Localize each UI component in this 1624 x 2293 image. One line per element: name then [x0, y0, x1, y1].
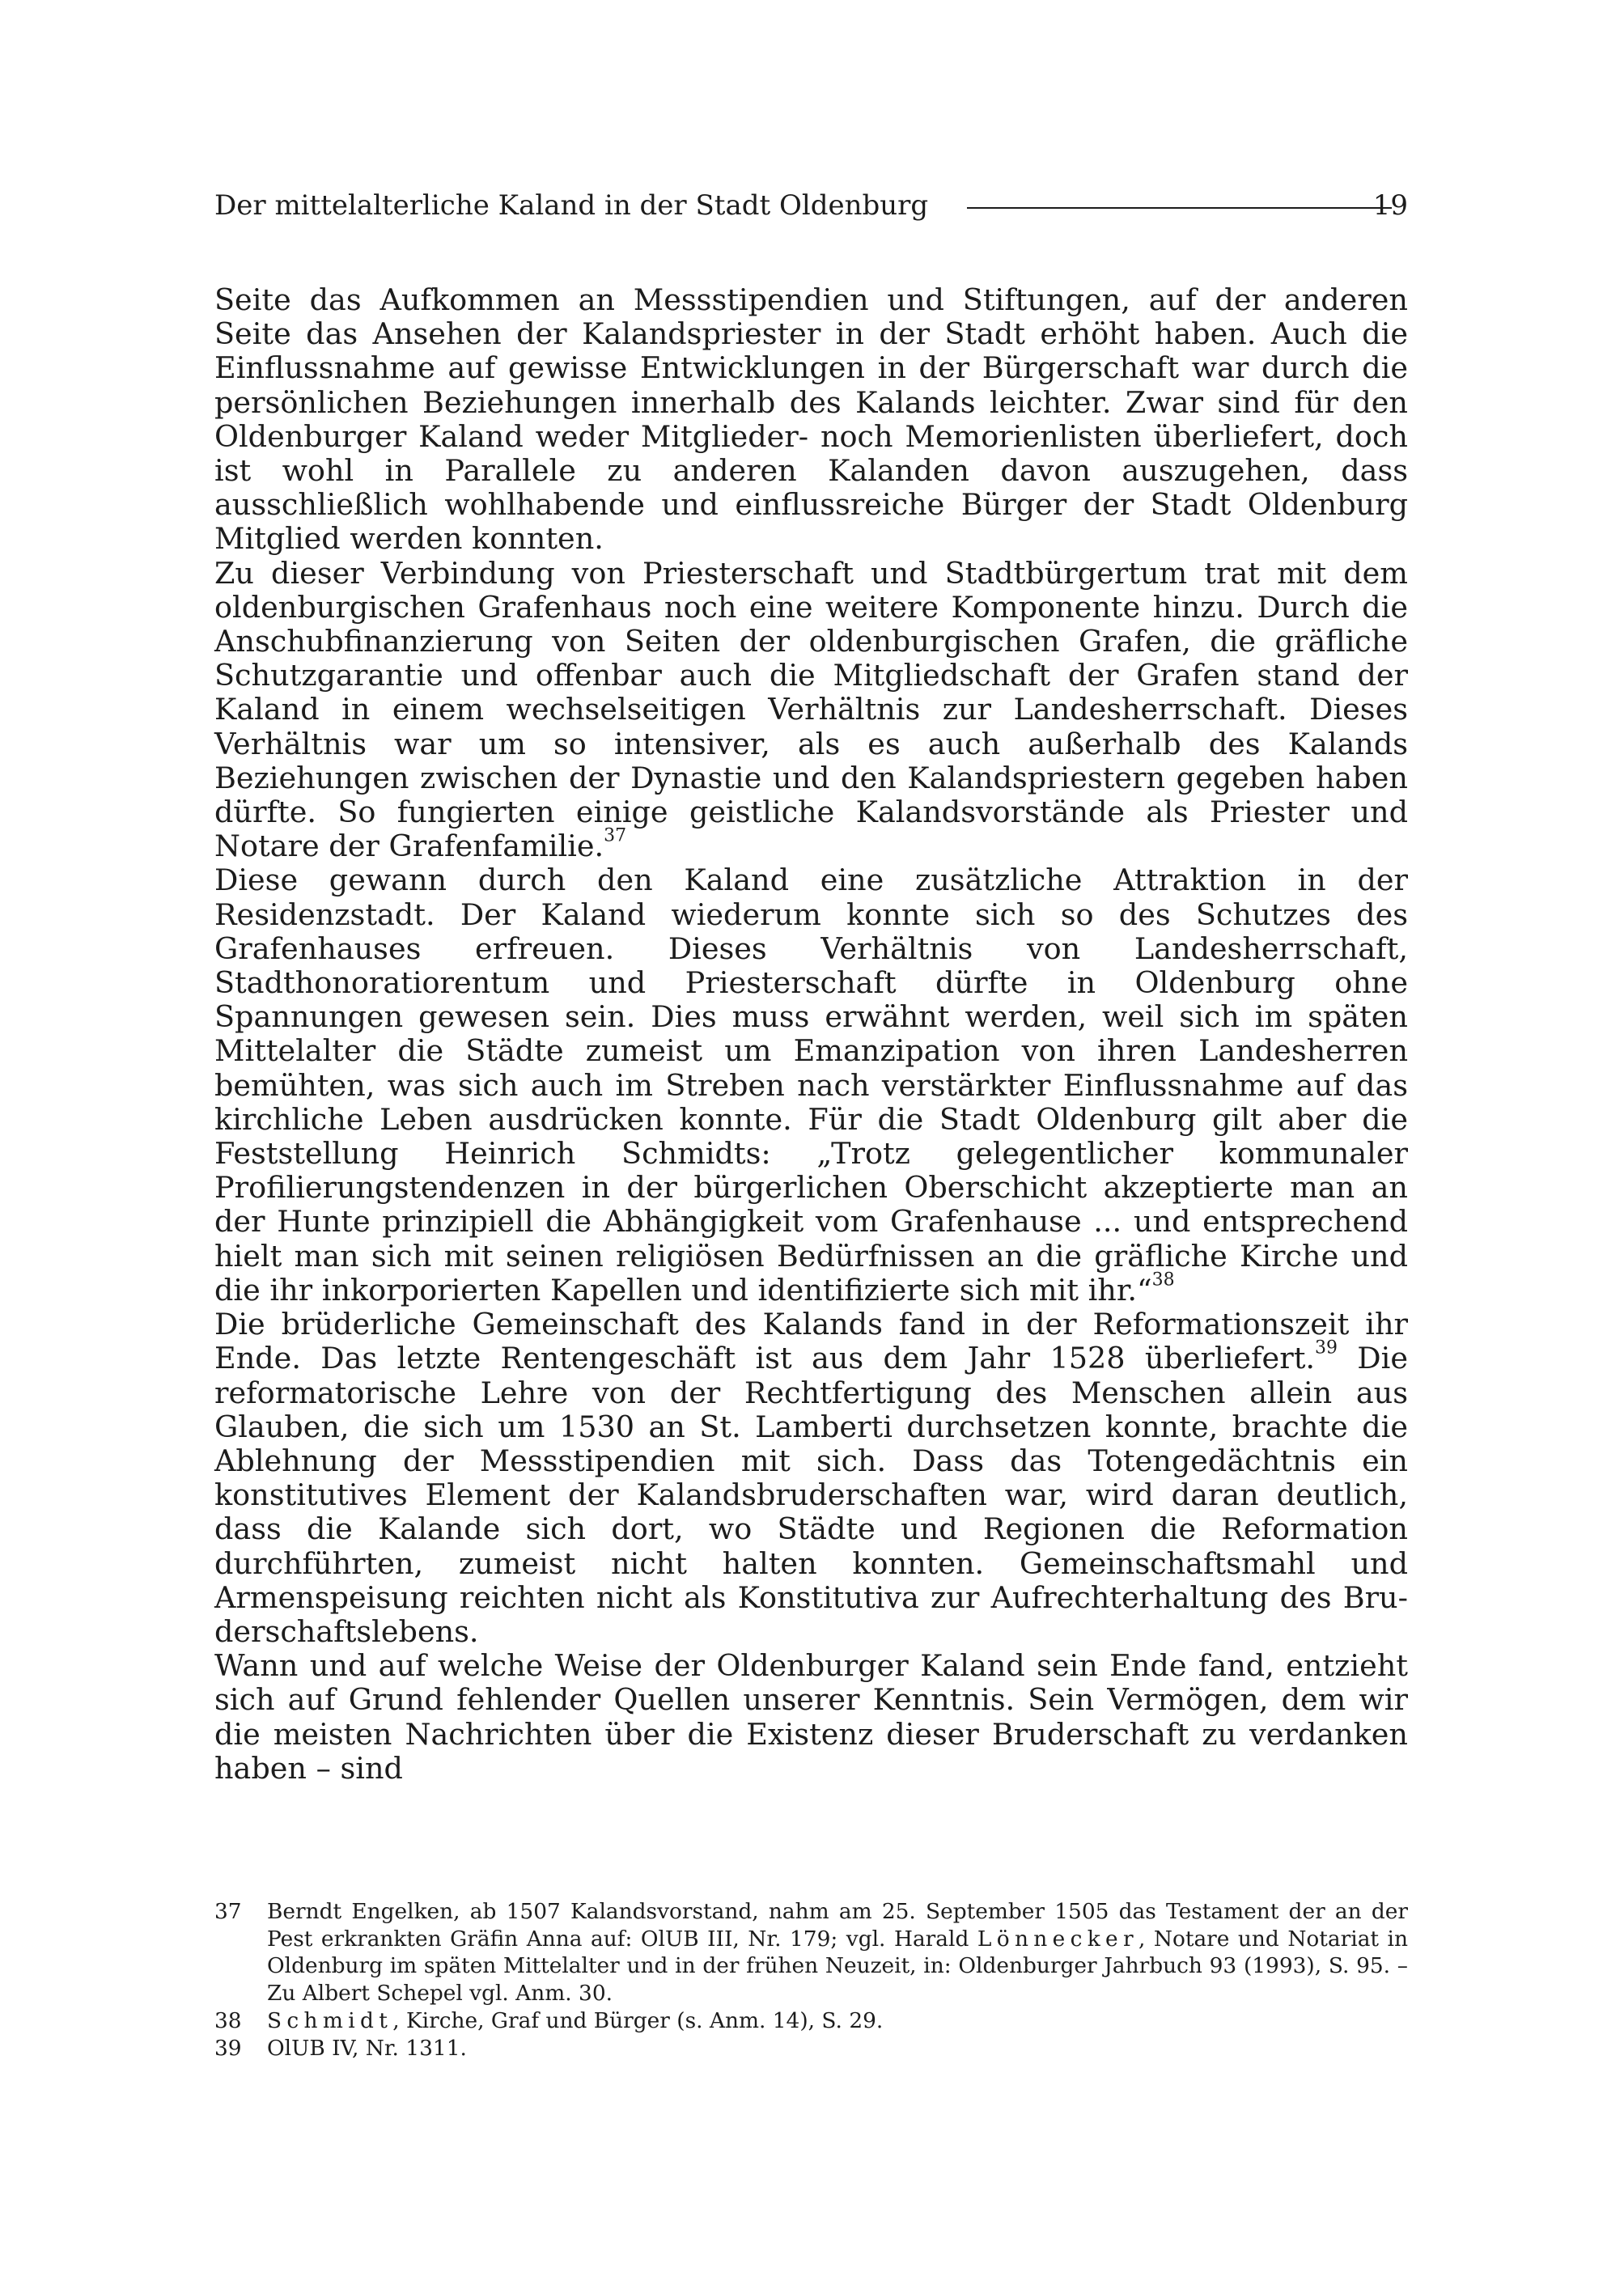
- footnote-37: [214, 1898, 1408, 2007]
- page-number: 19: [1372, 189, 1408, 222]
- footnote-text: [267, 2007, 1408, 2035]
- paragraph-text: Die brüderliche Gemeinschaft des Kalands fand in der Reformationszeit ihr Ende. Das letzte Rentengeschäft ist aus dem Jahr 1528 überliefert.: [214, 1307, 1408, 1376]
- paragraph-text: Diese gewann durch den Kaland eine zusätzliche Attraktion in der Residenzstadt. Der Kaland wiederum konnte sich so des Schutzes des Grafenhauses erfreuen. Dieses Verhältnis von Landesherrschaft, Stadthonoratiorentum und Priesterschaft dürfte in Oldenburg ohne Spannungen gewesen sein. Dies muss erwähnt werden, weil sich im späten Mittelalter die Städte zumeist um Emanzipation von ihren Landesherren bemühten, was sich auch im Streben nach verstärkter Einflussnahme auf das kirchliche Leben ausdrücken konnte. Für die Stadt Oldenburg gilt aber die Feststellung Heinrich Schmidts: „Trotz gelegentlicher kommunaler Profilierungstendenzen in der bürgerlichen Oberschicht akzeptierte man an der Hunte prinzipiell die Abhängigkeit vom Grafenhause ... und entsprechend hielt man sich mit seinen religiösen Bedürfnissen an die gräfliche Kirche und die ihr inkorporierten Kapellen und identifizierte sich mit ihr.“: [214, 863, 1408, 1308]
- footnote-text-part: Berndt Engelken, ab 1507 Kalandsvorstand, nahm am 25. September 1505 das Testament der an der Pest erkrankten Gräfin Anna auf: OlUB III, Nr. 179; vgl. Harald: [267, 1899, 1408, 1952]
- footnote-number: 39: [214, 2035, 242, 2061]
- paragraph: [214, 863, 1408, 1308]
- running-header: [214, 184, 1408, 227]
- footnote-text-part: , Notare und Notariat in Oldenburg im späten Mittelalter und in der frühen Neuzeit, in: Oldenburger Jahrbuch 93 (1993), S. 95. – Zu Albert Schepel vgl. Anm. 30.: [267, 1926, 1408, 2007]
- header-rule: [967, 207, 1392, 209]
- body-text: [214, 283, 1408, 1786]
- paragraph-text: Die reformatorische Lehre von der Rechtfertigung des Menschen allein aus Glauben, die sich um 1530 an St. Lamberti durchsetzen konnte, brachte die Ablehnung der Messstipendien mit sich. Dass das Totengedächtnis ein konstitutives Element der Kalandsbruderschaften war, wird daran deutlich, dass die Kalande sich dort, wo Städte und Regionen die Reformation durchführten, zumeist nicht halten konnten. Gemeinschaftsmahl und Armenspeisung reichten nicht als Konstitutiva zur Aufrechterhaltung des Bruderschaftslebens.: [214, 1341, 1408, 1649]
- footnote-reference: 39: [1315, 1337, 1338, 1358]
- footnotes: [214, 1898, 1408, 2062]
- paragraph: Wann und auf welche Weise der Oldenburger Kaland sein Ende fand, entzieht sich auf Grund fehlender Quellen unserer Kenntnis. Sein Vermögen, dem wir die meisten Nachrichten über die Existenz dieser Bruderschaft zu verdanken haben – sind: [214, 1648, 1408, 1786]
- paragraph-text: Zu dieser Verbindung von Priesterschaft und Stadtbürgertum trat mit dem oldenburgischen Grafenhaus noch eine weitere Komponente hinzu. Durch die Anschubfinanzierung von Seiten der oldenburgischen Grafen, die gräfliche Schutzgarantie und offenbar auch die Mitgliedschaft der Grafen stand der Kaland in einem wechselseitigen Verhältnis zur Landesherrschaft. Dieses Verhältnis war um so intensiver, als es auch außerhalb des Kalands Beziehungen zwischen der Dynastie und den Kalandspriestern gegeben haben dürfte. So fungierten einige geistliche Kalandsvorstände als Priester und Notare der Grafenfamilie.: [214, 555, 1408, 864]
- footnote-39: [214, 2035, 1408, 2062]
- paragraph: [214, 557, 1408, 864]
- footnote-number: 37: [214, 1899, 242, 1924]
- footnote-reference: 38: [1151, 1269, 1175, 1291]
- footnote-text: OlUB IV, Nr. 1311.: [267, 2035, 467, 2061]
- footnote-reference: 37: [604, 825, 627, 846]
- running-title: Der mittelalterliche Kaland in der Stadt Oldenburg: [214, 189, 929, 222]
- footnote-author: Schmidt: [267, 2007, 393, 2033]
- footnote-text: [267, 1898, 1408, 2007]
- footnote-author: Lönnecker: [977, 1926, 1138, 1952]
- footnote-38: [214, 2007, 1408, 2035]
- paragraph: [214, 1308, 1408, 1649]
- paragraph: Seite das Aufkommen an Messstipendien und Stiftungen, auf der anderen Seite das Ansehen der Kalandspriester in der Stadt erhöht haben. Auch die Einflussnahme auf gewisse Entwicklungen in der Bürgerschaft war durch die persönlichen Beziehungen innerhalb des Kalands leichter. Zwar sind für den Oldenburger Kaland weder Mitglieder- noch Memorienlisten überliefert, doch ist wohl in Parallele zu anderen Kalanden davon auszugehen, dass ausschließlich wohlhabende und einflussreiche Bürger der Stadt Oldenburg Mitglied werden konnten.: [214, 282, 1408, 557]
- footnote-number: 38: [214, 2007, 242, 2033]
- footnote-text-part: , Kirche, Graf und Bürger (s. Anm. 14), S. 29.: [392, 2007, 884, 2033]
